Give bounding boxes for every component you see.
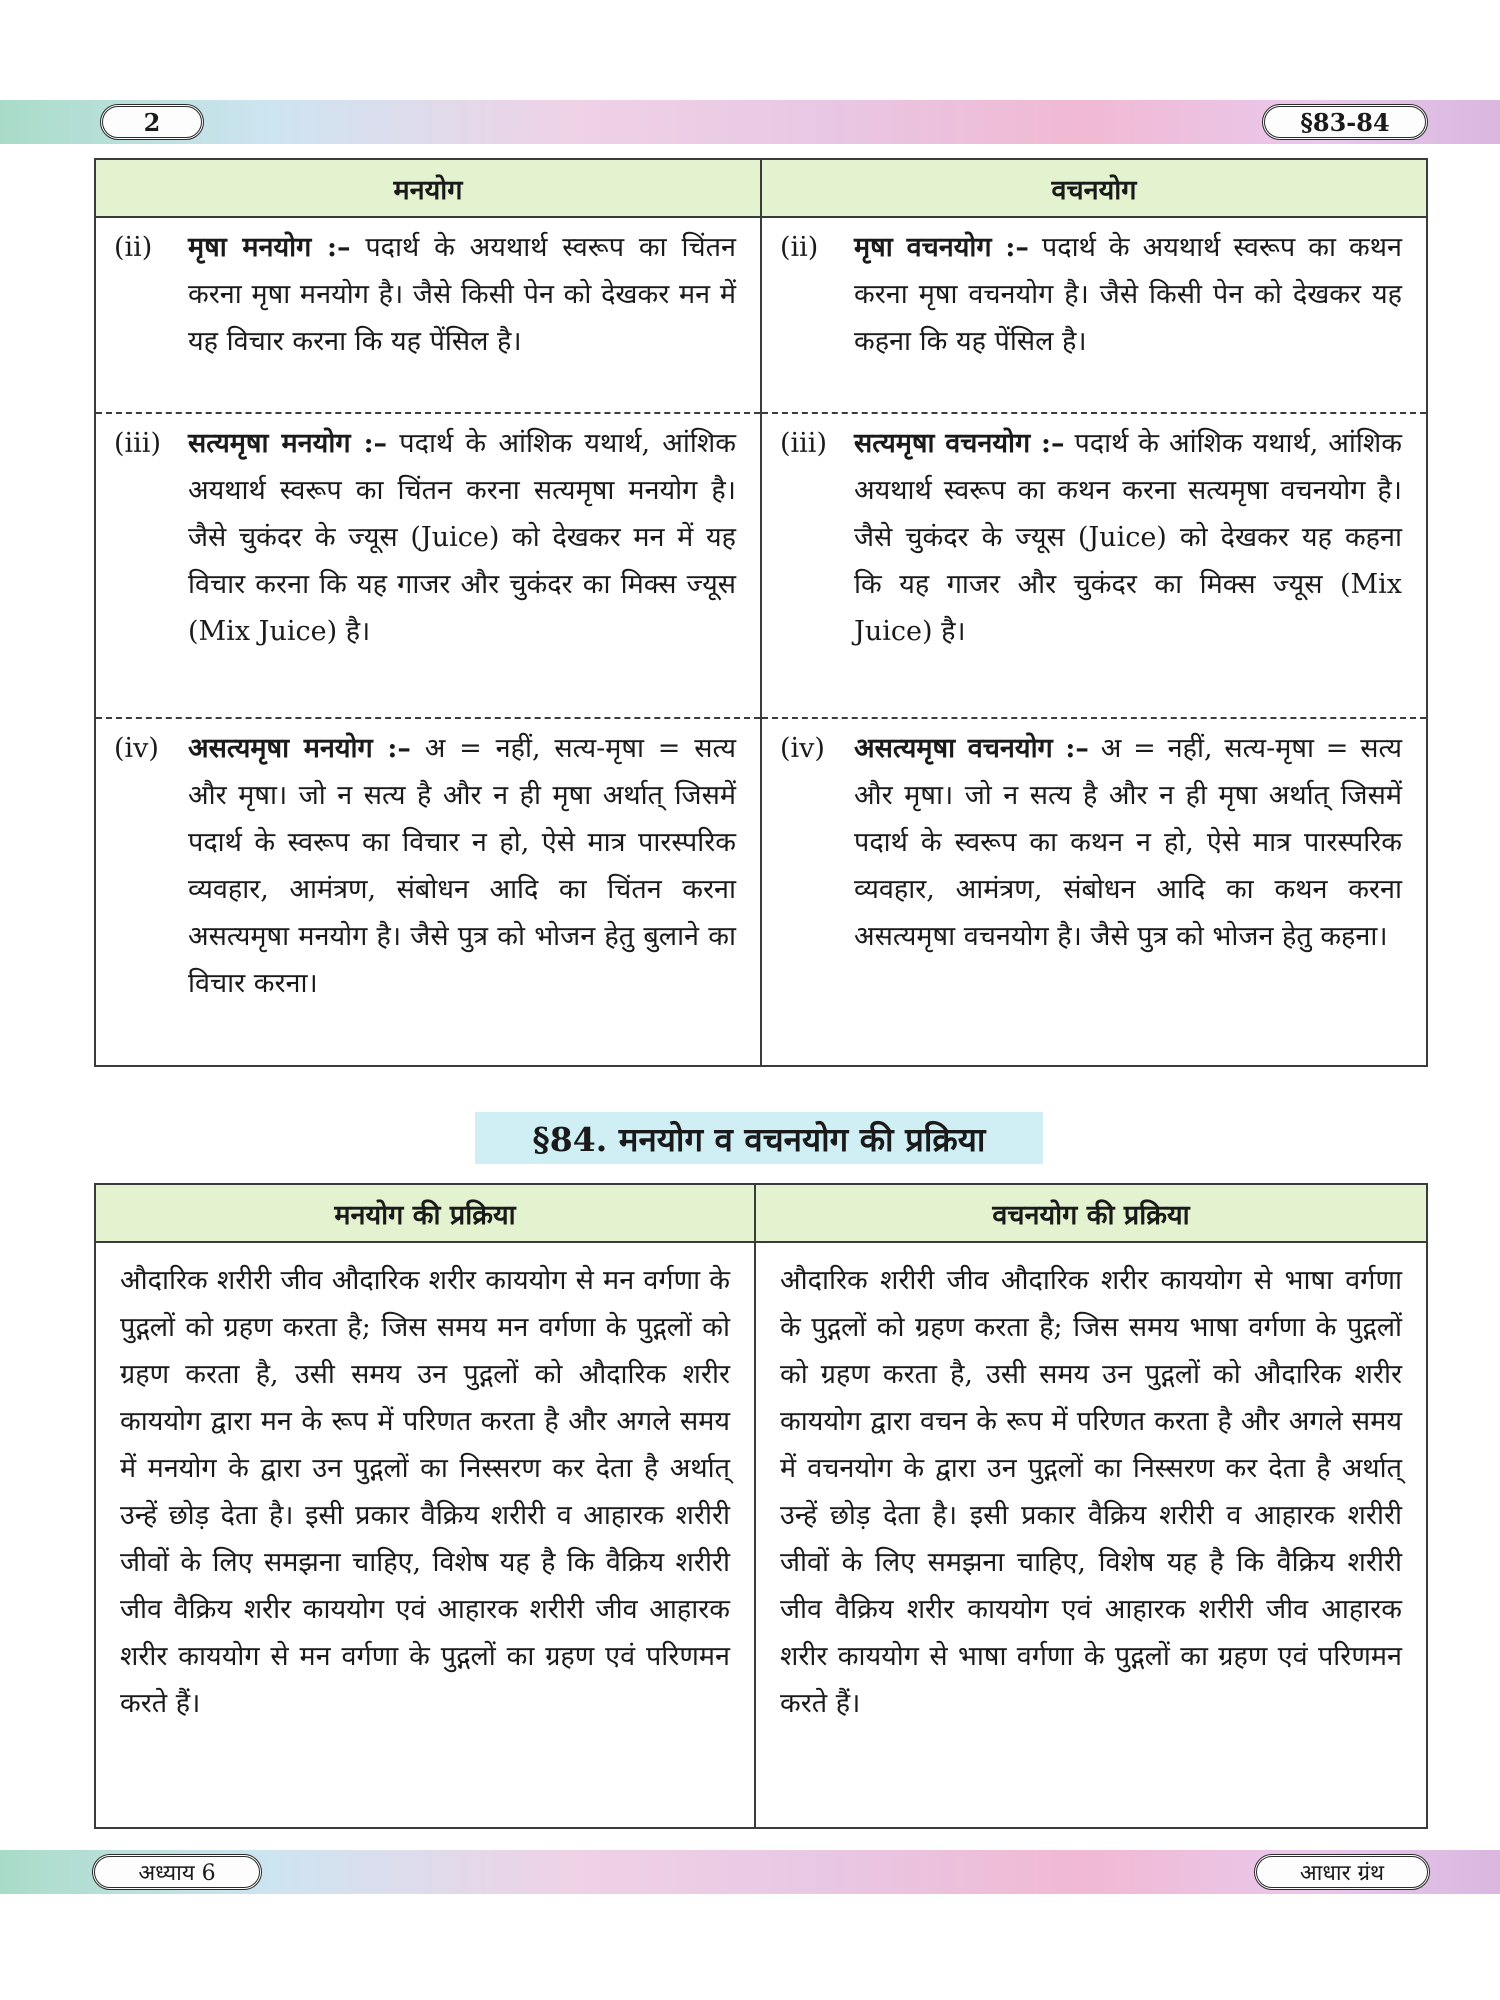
term: असत्यमृषा मनयोग :–: [188, 733, 411, 764]
item-number: (iii): [114, 428, 161, 459]
table-cell: [95, 413, 761, 718]
section-heading: §84. मनयोग व वचनयोग की प्रक्रिया: [475, 1112, 1043, 1164]
term: सत्यमृषा मनयोग :–: [188, 428, 388, 459]
table-cell: [761, 413, 1427, 718]
item-number: (iv): [114, 733, 159, 764]
term: मृषा वचनयोग :–: [854, 232, 1029, 263]
process-text-vachanyog: औदारिक शरीरी जीव औदारिक शरीर काययोग से भाषा वर्गणा के पुद्गलों को ग्रहण करता है; जिस समय भाषा वर्गणा के पुद्गलों को ग्रहण करता है, उसी समय उन पुद्गलों को औदारिक शरीर काययोग द्वारा वचन के रूप में परिणत करता है और अगले समय में वचनयोग के द्वारा उन पुद्गलों का निस्सरण कर देता है अर्थात् उन्हें छोड़ देता है। इसी प्रकार वैक्रिय शरीरी व आहारक शरीरी जीवों के लिए समझना चाहिए, विशेष यह है कि वैक्रिय शरीरी जीव वैक्रिय शरीर काययोग एवं आहारक शरीरी जीव आहारक शरीर काययोग से भाषा वर्गणा के पुद्गलों का ग्रहण एवं परिणमन करते हैं।: [755, 1242, 1427, 1828]
table-cell: [95, 718, 761, 1066]
column-header-manyog: मनयोग: [95, 159, 761, 217]
item-number: (ii): [780, 232, 819, 263]
definition: अ = नहीं, सत्य-मृषा = सत्य और मृषा। जो न सत्य है और न ही मृषा अर्थात् जिसमें पदार्थ के स्वरूप का कथन न हो, ऐसे मात्र पारस्परिक व्यवहार, आमंत्रण, संबोधन आदि का कथन करना असत्यमृषा वचनयोग है। जैसे पुत्र को भोजन हेतु कहना।: [854, 733, 1402, 952]
definition: पदार्थ के अयथार्थ स्वरूप का चिंतन करना मृषा मनयोग है। जैसे किसी पेन को देखकर मन में यह विचार करना कि यह पेंसिल है।: [188, 232, 737, 357]
definition: पदार्थ के आंशिक यथार्थ, आंशिक अयथार्थ स्वरूप का चिंतन करना सत्यमृषा मनयोग है। जैसे चुकंदर के ज्यूस (Juice) को देखकर मन में यह विचार करना कि यह गाजर और चुकंदर का मिक्स ज्यूस (Mix Juice) है।: [188, 428, 736, 647]
chapter-label: अध्याय 6: [92, 1854, 262, 1890]
definition: पदार्थ के अयथार्थ स्वरूप का कथन करना मृषा वचनयोग है। जैसे किसी पेन को देखकर यह कहना कि यह पेंसिल है।: [854, 232, 1402, 357]
book-name: आधार ग्रंथ: [1254, 1854, 1430, 1890]
item-number: (ii): [114, 232, 153, 263]
table-cell: [761, 718, 1427, 1066]
definition: पदार्थ के आंशिक यथार्थ, आंशिक अयथार्थ स्वरूप का कथन करना सत्यमृषा वचनयोग है। जैसे चुकंदर के ज्यूस (Juice) को देखकर यह कहना कि यह गाजर और चुकंदर का मिक्स ज्यूस (Mix Juice) है।: [854, 428, 1402, 647]
definition: अ = नहीं, सत्य-मृषा = सत्य और मृषा। जो न सत्य है और न ही मृषा अर्थात् जिसमें पदार्थ के स्वरूप का विचार न हो, ऐसे मात्र पारस्परिक व्यवहार, आमंत्रण, संबोधन आदि का चिंतन करना असत्यमृषा मनयोग है। जैसे पुत्र को भोजन हेतु बुलाने का विचार करना।: [188, 733, 736, 999]
process-table: [94, 1183, 1428, 1829]
section-reference: §83-84: [1262, 104, 1428, 140]
item-number: (iv): [780, 733, 825, 764]
term: सत्यमृषा वचनयोग :–: [854, 428, 1065, 459]
page-number: 2: [100, 104, 204, 140]
table-cell: [95, 217, 761, 413]
comparison-table-yoga: [94, 158, 1428, 1067]
column-header-vachanyog: वचनयोग: [761, 159, 1427, 217]
table-cell: [761, 217, 1427, 413]
column-header-manyog-process: मनयोग की प्रक्रिया: [95, 1184, 755, 1242]
term: मृषा मनयोग :–: [188, 232, 351, 263]
term: असत्यमृषा वचनयोग :–: [854, 733, 1089, 764]
item-number: (iii): [780, 428, 827, 459]
column-header-vachanyog-process: वचनयोग की प्रक्रिया: [755, 1184, 1427, 1242]
process-text-manyog: औदारिक शरीरी जीव औदारिक शरीर काययोग से मन वर्गणा के पुद्गलों को ग्रहण करता है; जिस समय मन वर्गणा के पुद्गलों को ग्रहण करता है, उसी समय उन पुद्गलों को औदारिक शरीर काययोग द्वारा मन के रूप में परिणत करता है और अगले समय में मनयोग के द्वारा उन पुद्गलों का निस्सरण कर देता है अर्थात् उन्हें छोड़ देता है। इसी प्रकार वैक्रिय शरीरी व आहारक शरीरी जीवों के लिए समझना चाहिए, विशेष यह है कि वैक्रिय शरीरी जीव वैक्रिय शरीर काययोग एवं आहारक शरीरी जीव आहारक शरीर काययोग से मन वर्गणा के पुद्गलों का ग्रहण एवं परिणमन करते हैं।: [95, 1242, 755, 1828]
